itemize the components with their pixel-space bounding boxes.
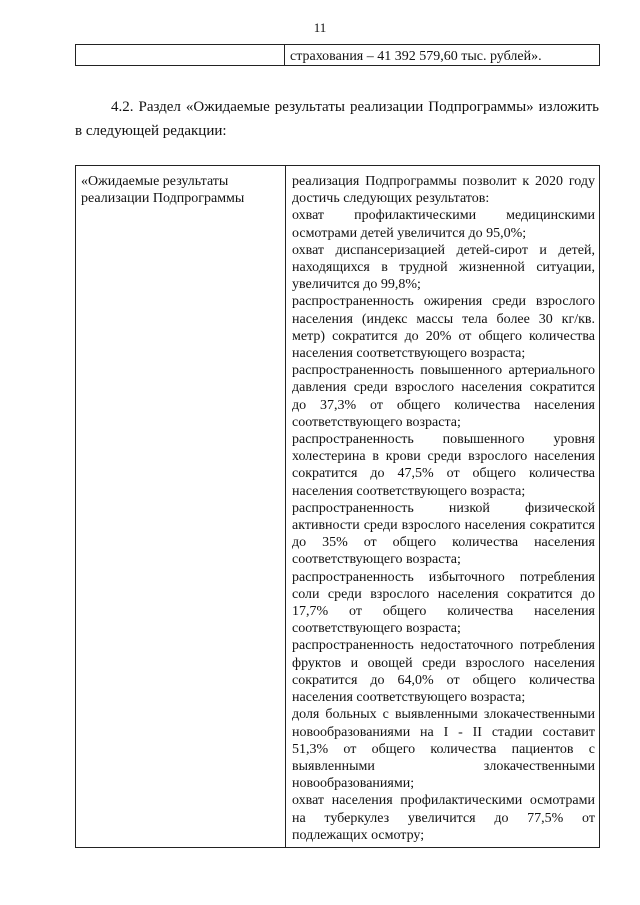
section-title-cell: «Ожидаемые результаты реализации Подпрограммы [76, 166, 286, 848]
result-item: распространенность повышенного артериального давления среди взрослого населения сократится до 37,3% от общего количества населения соответствующего возраста; [292, 363, 595, 430]
continuation-table [75, 44, 600, 66]
result-item: охват диспансеризацией детей-сирот и детей, находящихся в трудной жизненной ситуации, увеличится до 99,8%; [292, 242, 595, 293]
result-item: доля больных с выявленными злокачественными новообразованиями на I - II стадии составит 51,3% от общего количества пациентов с выявленными злокачественными новообразованиями; [292, 707, 595, 792]
result-item: реализация Подпрограммы позволит к 2020 году достичь следующих результатов: [292, 174, 595, 207]
table-row [76, 166, 600, 848]
result-item: распространенность повышенного уровня холестерина в крови среди взрослого населения сократится до 47,5% от общего количества населения соответствующего возраста; [292, 432, 595, 499]
amendment-intro-paragraph: 4.2. Раздел «Ожидаемые результаты реализации Подпрограммы» изложить в следующей редакции: [75, 99, 599, 139]
result-item: распространенность избыточного потребления соли среди взрослого населения сократится до 17,7% от общего количества населения соответствующего возраста; [292, 569, 595, 637]
result-item: охват профилактическими медицинскими осмотрами детей увеличится до 95,0%; [292, 208, 595, 241]
table-row [76, 45, 600, 66]
results-cell [286, 166, 600, 848]
continuation-left-cell [76, 45, 285, 66]
continuation-right-cell: страхования – 41 392 579,60 тыс. рублей». [285, 45, 600, 66]
result-item: охват населения профилактическими осмотрами на туберкулез увеличится до 77,5% от подлежащих осмотру; [292, 793, 595, 843]
expected-results-table [75, 165, 600, 848]
result-item: распространенность ожирения среди взрослого населения (индекс массы тела более 30 кг/кв. метр) сократится до 20% от общего количества населения соответствующего возраста; [292, 294, 595, 362]
page-number: 11 [313, 20, 327, 35]
result-item: распространенность низкой физической активности среди взрослого населения сократится до 35% от общего количества населения соответствующего возраста; [292, 500, 595, 568]
result-item: распространенность недостаточного потребления фруктов и овощей среди взрослого населения сократится до 64,0% от общего количества населения соответствующего возраста; [292, 638, 595, 706]
